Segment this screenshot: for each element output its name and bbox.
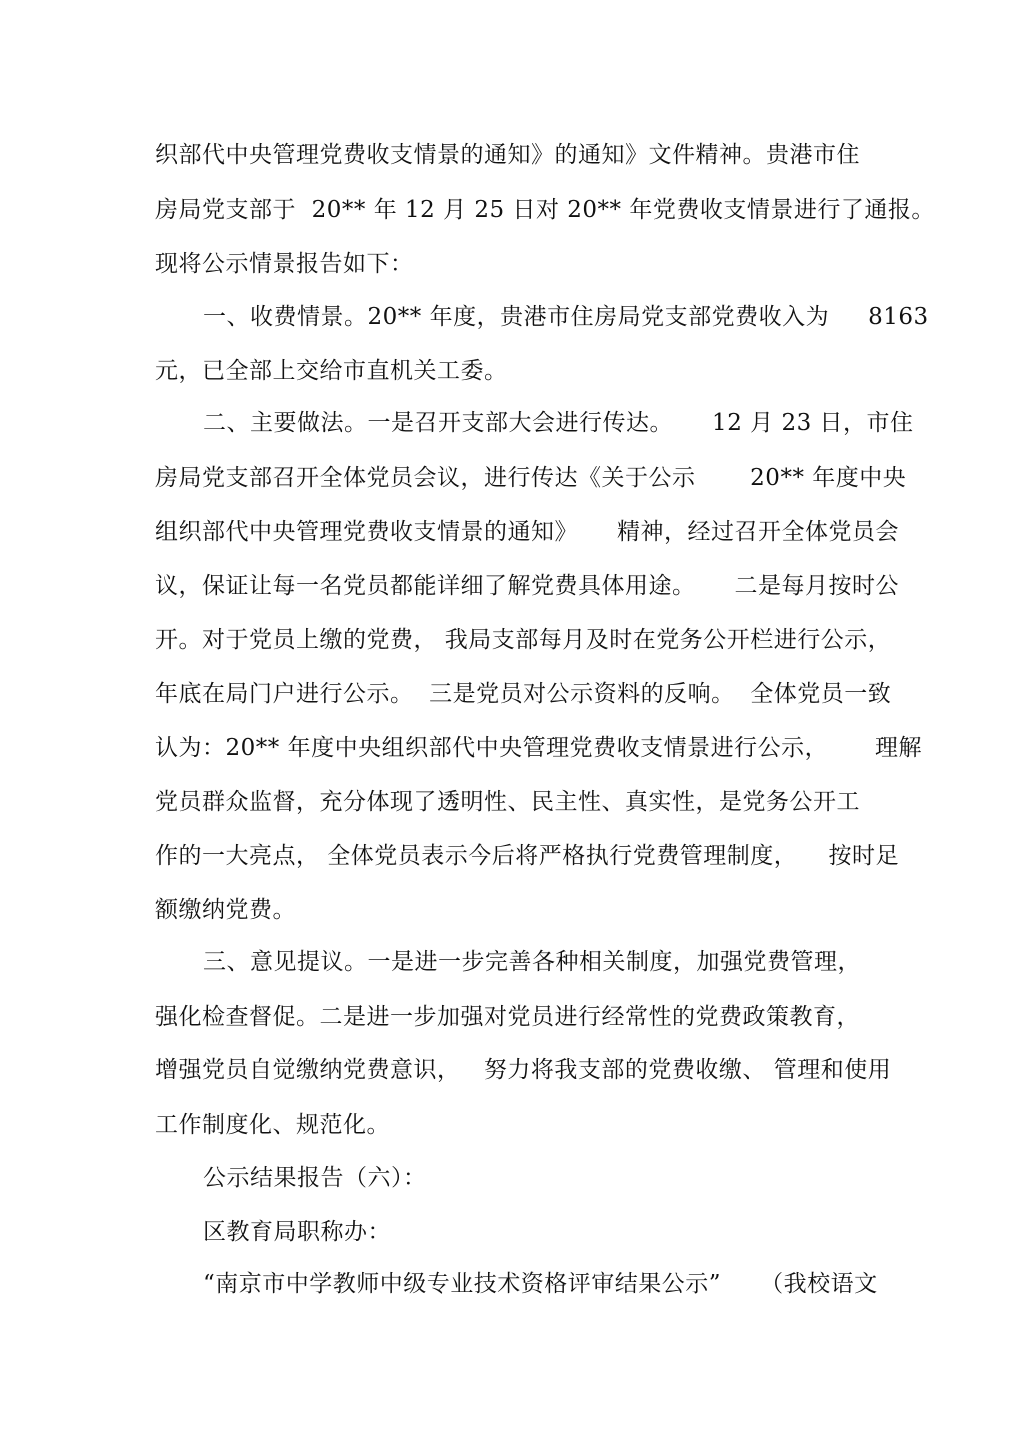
text-line-18: 增强党员自觉缴纳党费意识， 努力将我支部的党费收缴、 管理和使用	[155, 1057, 892, 1083]
text-line-16: 三、意见提议。一是进一步完善各种相关制度，加强党费管理，	[203, 949, 861, 975]
text-line-15: 额缴纳党费。	[155, 897, 296, 923]
text-line-22: “南京市中学教师中级专业技术资格评审结果公示” （我校语文	[203, 1271, 878, 1297]
text-line-3: 现将公示情景报告如下：	[155, 251, 414, 277]
text-line-1: 织部代中央管理党费收支情景的通知》的通知》文件精神。贵港市住	[155, 142, 860, 168]
text-line-9: 议，保证让每一名党员都能详细了解党费具体用途。 二是每月按时公	[155, 573, 900, 599]
text-line-6: 二、主要做法。一是召开支部大会进行传达。 12 月 23 日，市住	[203, 410, 914, 436]
text-line-19: 工作制度化、规范化。	[155, 1112, 390, 1138]
text-line-14: 作的一大亮点， 全体党员表示今后将严格执行党费管理制度， 按时足	[155, 843, 900, 869]
text-line-17: 强化检查督促。二是进一步加强对党员进行经常性的党费政策教育，	[155, 1004, 860, 1030]
text-line-11: 年底在局门户进行公示。 三是党员对公示资料的反响。 全体党员一致	[155, 681, 892, 707]
text-line-20: 公示结果报告（六）：	[203, 1165, 427, 1191]
text-line-12: 认为：20** 年度中央组织部代中央管理党费收支情景进行公示， 理解	[155, 735, 922, 761]
text-line-10: 开。对于党员上缴的党费， 我局支部每月及时在党务公开栏进行公示，	[155, 627, 892, 653]
text-line-4: 一、收费情景。20** 年度，贵港市住房局党支部党费收入为 8163	[203, 304, 929, 330]
text-line-8: 组织部代中央管理党费收支情景的通知》 精神，经过召开全体党员会	[155, 519, 900, 545]
text-line-5: 元，已全部上交给市直机关工委。	[155, 358, 508, 384]
text-line-21: 区教育局职称办：	[203, 1219, 391, 1245]
text-line-2: 房局党支部于 20** 年 12 月 25 日对 20** 年党费收支情景进行了通报。	[155, 197, 935, 223]
text-line-7: 房局党支部召开全体党员会议，进行传达《关于公示 20** 年度中央	[155, 465, 907, 491]
text-line-13: 党员群众监督，充分体现了透明性、民主性、真实性，是党务公开工	[155, 789, 860, 815]
